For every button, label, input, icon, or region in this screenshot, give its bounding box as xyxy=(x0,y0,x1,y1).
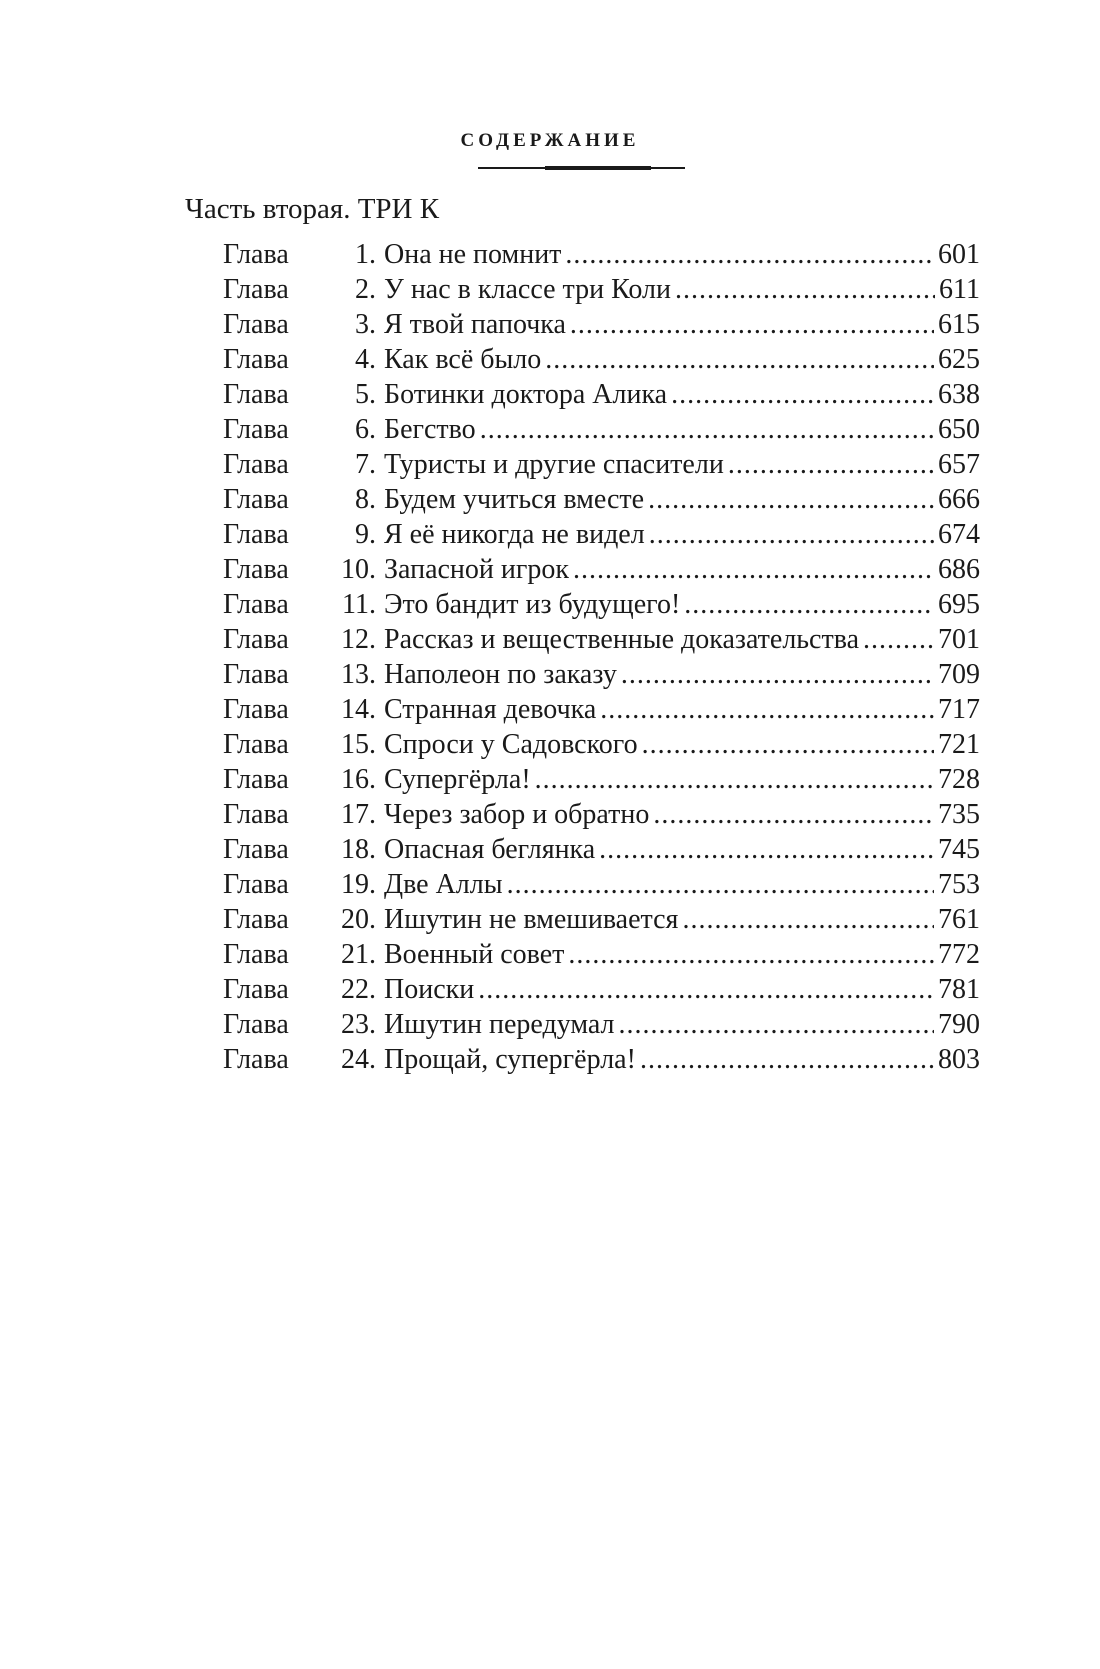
chapter-label: Глава xyxy=(223,869,289,900)
page-number: 701 xyxy=(938,624,980,655)
chapter-number: 6 xyxy=(355,414,369,445)
chapter-title: Это бандит из будущего! xyxy=(384,589,681,620)
chapter-label: Глава xyxy=(223,449,289,480)
chapter-number: 21 xyxy=(341,939,369,970)
dot-leader xyxy=(640,1042,934,1077)
dot-leader xyxy=(507,867,934,902)
toc-entry-chapter-17[interactable] xyxy=(223,797,980,832)
toc-entry-chapter-14[interactable] xyxy=(223,692,980,727)
chapter-title: У нас в классе три Коли xyxy=(384,274,671,305)
chapter-title: Рассказ и вещественные доказательства xyxy=(384,624,860,655)
chapter-label: Глава xyxy=(223,274,289,305)
chapter-title: Туристы и другие спасители xyxy=(384,449,724,480)
toc-entry-chapter-6[interactable] xyxy=(223,412,980,447)
toc-entry-chapter-7[interactable] xyxy=(223,447,980,482)
toc-entry-chapter-11[interactable] xyxy=(223,587,980,622)
toc-entry-chapter-15[interactable] xyxy=(223,727,980,762)
chapter-label: Глава xyxy=(223,659,289,690)
dot-leader xyxy=(728,447,934,482)
dot-leader xyxy=(535,762,934,797)
chapter-number-dot: . xyxy=(369,379,376,410)
dot-leader xyxy=(863,622,934,657)
toc-entry-chapter-24[interactable] xyxy=(223,1042,980,1077)
toc-entry-chapter-2[interactable] xyxy=(223,272,980,307)
chapter-title: Она не помнит xyxy=(384,239,562,270)
chapter-number: 2 xyxy=(355,274,369,305)
chapter-label: Глава xyxy=(223,1044,289,1075)
chapter-label: Глава xyxy=(223,729,289,760)
chapter-number: 7 xyxy=(355,449,369,480)
chapter-number: 5 xyxy=(355,379,369,410)
chapter-number-dot: . xyxy=(369,974,376,1005)
dot-leader xyxy=(648,482,934,517)
page-number: 728 xyxy=(938,764,980,795)
chapter-label: Глава xyxy=(223,974,289,1005)
chapter-number: 9 xyxy=(355,519,369,550)
page-number: 686 xyxy=(938,554,980,585)
toc-entry-chapter-16[interactable] xyxy=(223,762,980,797)
chapter-number: 15 xyxy=(341,729,369,760)
chapter-number: 8 xyxy=(355,484,369,515)
chapter-number-dot: . xyxy=(369,764,376,795)
page-number: 625 xyxy=(938,344,980,375)
chapter-number: 16 xyxy=(341,764,369,795)
chapter-number: 4 xyxy=(355,344,369,375)
page-number: 753 xyxy=(938,869,980,900)
dot-leader xyxy=(565,237,934,272)
page-number: 761 xyxy=(938,904,980,935)
page-number: 745 xyxy=(938,834,980,865)
chapter-number-dot: . xyxy=(369,624,376,655)
toc-entry-chapter-12[interactable] xyxy=(223,622,980,657)
page-number: 721 xyxy=(938,729,980,760)
chapter-number: 12 xyxy=(341,624,369,655)
chapter-title: Две Аллы xyxy=(384,869,503,900)
chapter-number-dot: . xyxy=(369,449,376,480)
toc-entry-chapter-1[interactable] xyxy=(223,237,980,272)
dot-leader xyxy=(649,517,934,552)
chapter-label: Глава xyxy=(223,239,289,270)
chapter-number-dot: . xyxy=(369,589,376,620)
chapter-title: Через забор и обратно xyxy=(384,799,650,830)
toc-entry-chapter-4[interactable] xyxy=(223,342,980,377)
chapter-number: 14 xyxy=(341,694,369,725)
page-number: 611 xyxy=(939,274,980,305)
chapter-label: Глава xyxy=(223,764,289,795)
dot-leader xyxy=(671,377,934,412)
chapter-number-dot: . xyxy=(369,869,376,900)
dot-leader xyxy=(642,727,934,762)
chapter-number-dot: . xyxy=(369,414,376,445)
chapter-number: 23 xyxy=(341,1009,369,1040)
chapter-number: 1 xyxy=(355,239,369,270)
chapter-number-dot: . xyxy=(369,274,376,305)
chapter-number-dot: . xyxy=(369,904,376,935)
page-number: 695 xyxy=(938,589,980,620)
toc-entry-chapter-19[interactable] xyxy=(223,867,980,902)
dot-leader xyxy=(478,972,934,1007)
chapter-title: Ишутин не вмешивается xyxy=(384,904,679,935)
dot-leader xyxy=(599,832,934,867)
chapter-label: Глава xyxy=(223,904,289,935)
chapter-label: Глава xyxy=(223,589,289,620)
chapter-label: Глава xyxy=(223,799,289,830)
chapter-title: Запасной игрок xyxy=(384,554,569,585)
chapter-number-dot: . xyxy=(369,554,376,585)
chapter-label: Глава xyxy=(223,834,289,865)
chapter-number-dot: . xyxy=(369,1009,376,1040)
chapter-title: Прощай, супергёрла! xyxy=(384,1044,636,1075)
chapter-title: Наполеон по заказу xyxy=(384,659,617,690)
chapter-number: 24 xyxy=(341,1044,369,1075)
chapter-label: Глава xyxy=(223,484,289,515)
chapter-number: 3 xyxy=(355,309,369,340)
dot-leader xyxy=(570,307,934,342)
toc-entry-chapter-21[interactable] xyxy=(223,937,980,972)
page-number: 717 xyxy=(938,694,980,725)
part-title: Часть вторая. ТРИ К xyxy=(185,193,440,225)
chapter-label: Глава xyxy=(223,694,289,725)
page-number: 781 xyxy=(938,974,980,1005)
page-number: 674 xyxy=(938,519,980,550)
dot-leader xyxy=(621,657,934,692)
chapter-number: 20 xyxy=(341,904,369,935)
chapter-number-dot: . xyxy=(369,484,376,515)
page-number: 638 xyxy=(938,379,980,410)
dot-leader xyxy=(573,552,934,587)
chapter-number-dot: . xyxy=(369,659,376,690)
page-number: 657 xyxy=(938,449,980,480)
chapter-title: Ишутин передумал xyxy=(384,1009,615,1040)
chapter-label: Глава xyxy=(223,519,289,550)
chapter-number-dot: . xyxy=(369,239,376,270)
chapter-title: Спроси у Садовского xyxy=(384,729,638,760)
chapter-title: Как всё было xyxy=(384,344,542,375)
chapter-title: Военный совет xyxy=(384,939,565,970)
toc-entry-chapter-20[interactable] xyxy=(223,902,980,937)
dot-leader xyxy=(619,1007,934,1042)
page-number: 650 xyxy=(938,414,980,445)
chapter-label: Глава xyxy=(223,1009,289,1040)
chapter-number: 19 xyxy=(341,869,369,900)
dot-leader xyxy=(480,412,934,447)
dot-leader xyxy=(545,342,934,377)
heading-rule-accent xyxy=(545,166,651,170)
chapter-title: Будем учиться вместе xyxy=(384,484,645,515)
chapter-number-dot: . xyxy=(369,939,376,970)
chapter-title: Супергёрла! xyxy=(384,764,531,795)
dot-leader xyxy=(653,797,934,832)
chapter-label: Глава xyxy=(223,414,289,445)
dot-leader xyxy=(682,902,934,937)
toc-entry-chapter-22[interactable] xyxy=(223,972,980,1007)
dot-leader xyxy=(600,692,934,727)
page-number: 735 xyxy=(938,799,980,830)
chapter-title: Я твой папочка xyxy=(384,309,566,340)
toc-entry-chapter-9[interactable] xyxy=(223,517,980,552)
chapter-number: 10 xyxy=(341,554,369,585)
chapter-number: 13 xyxy=(341,659,369,690)
chapter-label: Глава xyxy=(223,624,289,655)
chapter-title: Ботинки доктора Алика xyxy=(384,379,668,410)
chapter-number-dot: . xyxy=(369,1044,376,1075)
chapter-label: Глава xyxy=(223,309,289,340)
chapter-title: Бегство xyxy=(384,414,476,445)
chapter-number: 17 xyxy=(341,799,369,830)
page-number: 615 xyxy=(938,309,980,340)
chapter-number-dot: . xyxy=(369,344,376,375)
toc-entry-chapter-23[interactable] xyxy=(223,1007,980,1042)
contents-heading: СОДЕРЖАНИЕ xyxy=(460,130,640,151)
chapter-number-dot: . xyxy=(369,729,376,760)
page-number: 790 xyxy=(938,1009,980,1040)
chapter-label: Глава xyxy=(223,344,289,375)
toc-entry-chapter-5[interactable] xyxy=(223,377,980,412)
chapter-title: Опасная беглянка xyxy=(384,834,596,865)
chapter-number-dot: . xyxy=(369,799,376,830)
chapter-number-dot: . xyxy=(369,834,376,865)
chapter-label: Глава xyxy=(223,379,289,410)
chapter-number: 11 xyxy=(342,589,369,620)
chapter-title: Поиски xyxy=(384,974,475,1005)
dot-leader xyxy=(684,587,934,622)
toc-entry-chapter-8[interactable] xyxy=(223,482,980,517)
chapter-number-dot: . xyxy=(369,309,376,340)
toc-entry-chapter-10[interactable] xyxy=(223,552,980,587)
chapter-number: 18 xyxy=(341,834,369,865)
page-number: 803 xyxy=(938,1044,980,1075)
page-number: 601 xyxy=(938,239,980,270)
page-number: 666 xyxy=(938,484,980,515)
toc-entry-chapter-18[interactable] xyxy=(223,832,980,867)
dot-leader xyxy=(568,937,934,972)
chapter-title: Странная девочка xyxy=(384,694,597,725)
chapter-number-dot: . xyxy=(369,519,376,550)
chapter-title: Я её никогда не видел xyxy=(384,519,645,550)
chapter-label: Глава xyxy=(223,554,289,585)
chapter-number-dot: . xyxy=(369,694,376,725)
toc-entry-chapter-13[interactable] xyxy=(223,657,980,692)
page-number: 772 xyxy=(938,939,980,970)
page-number: 709 xyxy=(938,659,980,690)
table-of-contents xyxy=(223,237,980,1077)
chapter-label: Глава xyxy=(223,939,289,970)
toc-entry-chapter-3[interactable] xyxy=(223,307,980,342)
dot-leader xyxy=(675,272,935,307)
chapter-number: 22 xyxy=(341,974,369,1005)
